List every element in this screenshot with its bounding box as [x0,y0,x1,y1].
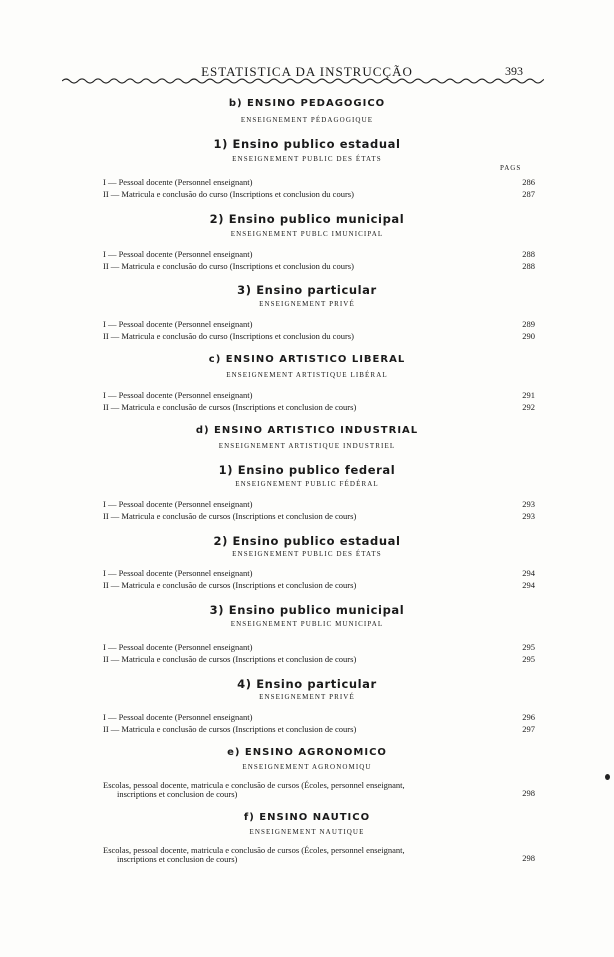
item-page: 296 [522,712,535,722]
list-item: I — Pessoal docente (Personnel enseignant) [103,642,253,652]
item-page: 294 [522,580,535,590]
group-subtitle: ENSEIGNEMENT PUBLC IMUNICIPAL [230,230,384,238]
section-f-subtitle: ENSEIGNEMENT NAUTIQUE [249,828,365,836]
list-item: I — Pessoal docente (Personnel enseignant) [103,712,253,722]
group-title: 3) Ensino particular [237,283,377,297]
pags-label: PAGS [500,164,522,172]
list-item-line: Escolas, pessoal docente, matricula e conclusão de cursos (Écoles, personnel enseignant, [103,780,405,790]
item-page: 295 [522,654,535,664]
section-c-title: c) ENSINO ARTISTICO LIBERAL [208,354,406,365]
list-item: II — Matricula e conclusão do curso (Inscriptions et conclusion du cours) [103,261,354,271]
list-item: II — Matricula e conclusão do curso (Inscriptions et conclusion du cours) [103,189,354,199]
list-item [103,846,503,864]
item-page: 286 [522,177,535,187]
section-f-title: f) ENSINO NAUTICO [243,812,371,823]
section-d-subtitle: ENSEIGNEMENT ARTISTIQUE INDUSTRIEL [218,442,396,450]
item-page: 291 [522,390,535,400]
item-page: 292 [522,402,535,412]
group-title: 1) Ensino publico federal [218,463,396,477]
item-page: 298 [522,788,535,798]
list-item [103,781,503,799]
list-item: II — Matricula e conclusão de cursos (Inscriptions et conclusion de cours) [103,511,357,521]
group-title: 2) Ensino publico estadual [213,534,401,548]
item-page: 288 [522,261,535,271]
item-page: 293 [522,511,535,521]
list-item: I — Pessoal docente (Personnel enseignant) [103,499,253,509]
section-e-title: e) ENSINO AGRONOMICO [227,747,387,758]
group-title: 2) Ensino publico municipal [209,212,405,226]
group-title: 4) Ensino particular [237,677,377,691]
item-page: 289 [522,319,535,329]
item-page: 288 [522,249,535,259]
group-subtitle: ENSEIGNEMENT PRIVÉ [259,693,355,701]
section-d-title: d) ENSINO ARTISTICO INDUSTRIAL [195,425,419,436]
list-item: II — Matricula e conclusão de cursos (Inscriptions et conclusion de cours) [103,402,357,412]
list-item: I — Pessoal docente (Personnel enseignant) [103,568,253,578]
section-b-subtitle: ENSEIGNEMENT PÉDAGOGIQUE [240,116,374,124]
group-subtitle: ENSEIGNEMENT PUBLIC MUNICIPAL [230,620,384,628]
list-item: II — Matricula e conclusão do curso (Inscriptions et conclusion du cours) [103,331,354,341]
group-subtitle: ENSEIGNEMENT PUBLIC FÉDÉRAL [235,480,379,488]
list-item: I — Pessoal docente (Personnel enseignant) [103,390,253,400]
section-b-title: b) ENSINO PEDAGOGICO [228,98,386,109]
list-item-line: inscriptions et conclusion de cours) [117,789,238,799]
group-title: 3) Ensino publico municipal [209,603,405,617]
ink-spot [605,774,610,780]
list-item-line: Escolas, pessoal docente, matricula e conclusão de cursos (Écoles, personnel enseignant, [103,845,405,855]
list-item: II — Matricula e conclusão de cursos (Inscriptions et conclusion de cours) [103,724,357,734]
section-c-subtitle: ENSEIGNEMENT ARTISTIQUE LIBÉRAL [226,371,388,379]
page-number: 393 [505,64,523,78]
running-title: ESTATISTICA DA INSTRUCÇÃO [201,64,413,79]
wavy-rule [62,76,544,86]
item-page: 298 [522,853,535,863]
list-item: II — Matricula e conclusão de cursos (Inscriptions et conclusion de cours) [103,654,357,664]
item-page: 287 [522,189,535,199]
list-item-line: inscriptions et conclusion de cours) [117,854,238,864]
group-subtitle: ENSEIGNEMENT PUBLIC DES ÉTATS [232,550,382,558]
group-subtitle: ENSEIGNEMENT PRIVÉ [259,300,355,308]
item-page: 297 [522,724,535,734]
group-title: 1) Ensino publico estadual [213,137,401,151]
item-page: 290 [522,331,535,341]
list-item: I — Pessoal docente (Personnel enseignant) [103,249,253,259]
list-item: II — Matricula e conclusão de cursos (Inscriptions et conclusion de cours) [103,580,357,590]
item-page: 295 [522,642,535,652]
list-item: I — Pessoal docente (Personnel enseignant) [103,319,253,329]
group-subtitle: ENSEIGNEMENT PUBLIC DES ÉTATS [232,155,382,163]
list-item: I — Pessoal docente (Personnel enseignant) [103,177,253,187]
item-page: 293 [522,499,535,509]
item-page: 294 [522,568,535,578]
section-e-subtitle: ENSEIGNEMENT AGRONOMIQU [242,763,372,771]
